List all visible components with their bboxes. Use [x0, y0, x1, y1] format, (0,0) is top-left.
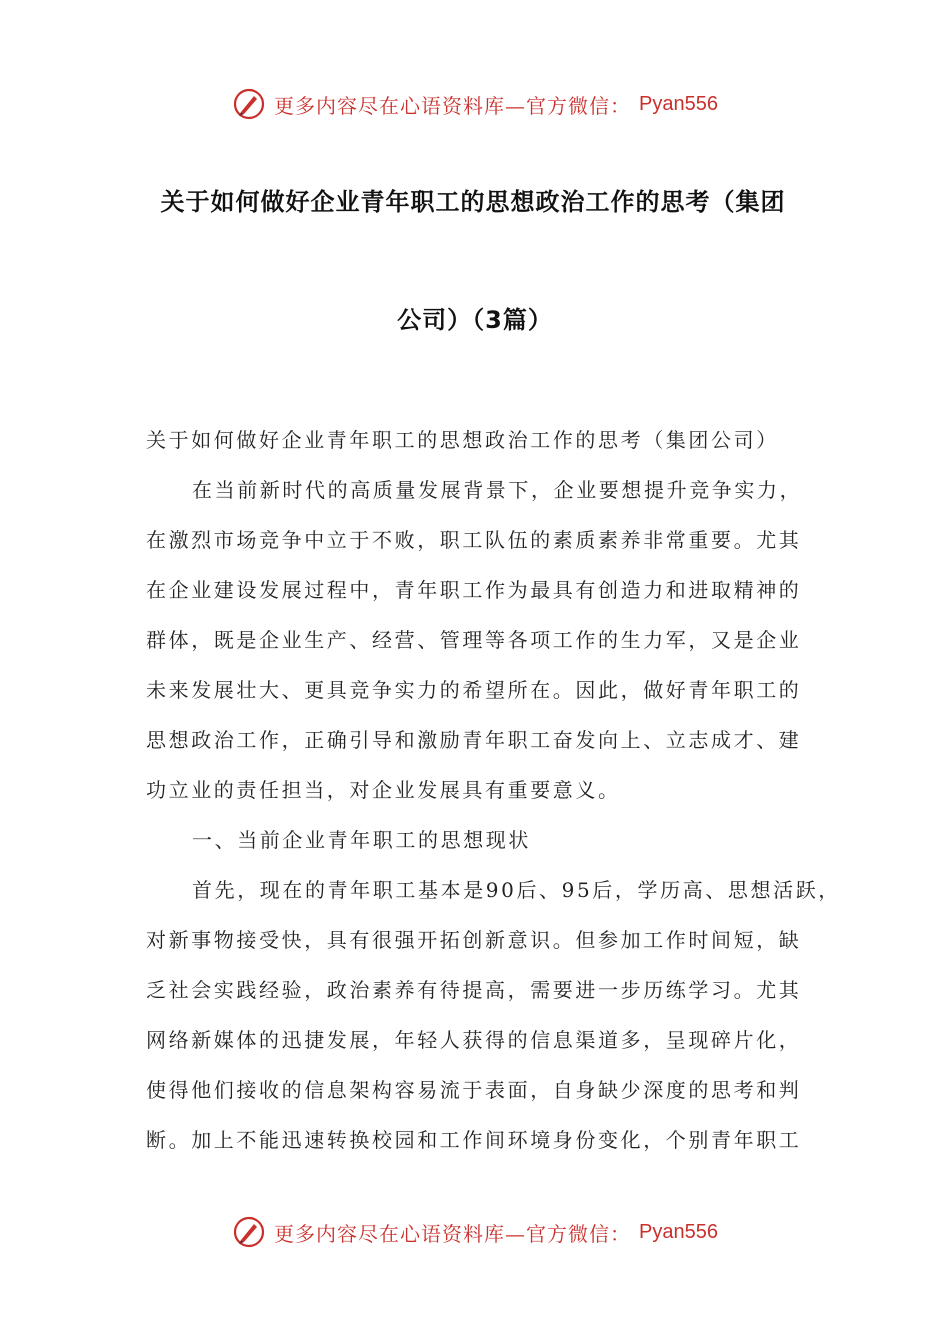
paragraph-line: 群体，既是企业生产、经营、管理等各项工作的生力军，又是企业	[146, 628, 802, 652]
watermark-text: 更多内容尽在心语资料库—官方微信：	[274, 93, 632, 118]
header-watermark-banner	[0, 84, 950, 124]
paragraph-line: 未来发展壮大、更具竞争实力的希望所在。因此，做好青年职工的	[146, 678, 802, 702]
paragraph-line: 在企业建设发展过程中，青年职工作为最具有创造力和进取精神的	[146, 578, 802, 602]
pen-logo-icon	[232, 1215, 266, 1249]
section-heading: 一、当前企业青年职工的思想现状	[192, 828, 531, 852]
watermark-text: 更多内容尽在心语资料库—官方微信：	[274, 1221, 632, 1246]
paragraph-line: 对新事物接受快，具有很强开拓创新意识。但参加工作时间短，缺	[146, 928, 802, 952]
paragraph-line: 使得他们接收的信息架构容易流于表面，自身缺少深度的思考和判	[146, 1078, 802, 1102]
watermark-wechat-id: Pyan556	[639, 1220, 718, 1243]
paragraph-line: 思想政治工作，正确引导和激励青年职工奋发向上、立志成才、建	[146, 728, 802, 752]
paragraph-line: 在激烈市场竞争中立于不败，职工队伍的素质素养非常重要。尤其	[146, 528, 802, 552]
footer-watermark-banner	[0, 1212, 950, 1252]
document-title-line-2: 公司）（3篇）	[397, 306, 553, 334]
paragraph-line: 乏社会实践经验，政治素养有待提高，需要进一步历练学习。尤其	[146, 978, 802, 1002]
watermark-wechat-id: Pyan556	[639, 92, 718, 115]
document-title-line-1: 关于如何做好企业青年职工的思想政治工作的思考（集团	[160, 188, 786, 216]
pen-logo-icon	[232, 87, 266, 121]
paragraph-line: 网络新媒体的迅捷发展，年轻人获得的信息渠道多，呈现碎片化，	[146, 1028, 802, 1052]
paragraph-line: 断。加上不能迅速转换校园和工作间环境身份变化，个别青年职工	[146, 1128, 802, 1152]
paragraph-line: 功立业的责任担当，对企业发展具有重要意义。	[146, 778, 621, 802]
paragraph-line: 首先，现在的青年职工基本是90后、95后，学历高、思想活跃，	[192, 878, 841, 902]
paragraph-line: 在当前新时代的高质量发展背景下，企业要想提升竞争实力，	[192, 478, 803, 502]
subtitle-line: 关于如何做好企业青年职工的思想政治工作的思考（集团公司）	[146, 428, 779, 452]
